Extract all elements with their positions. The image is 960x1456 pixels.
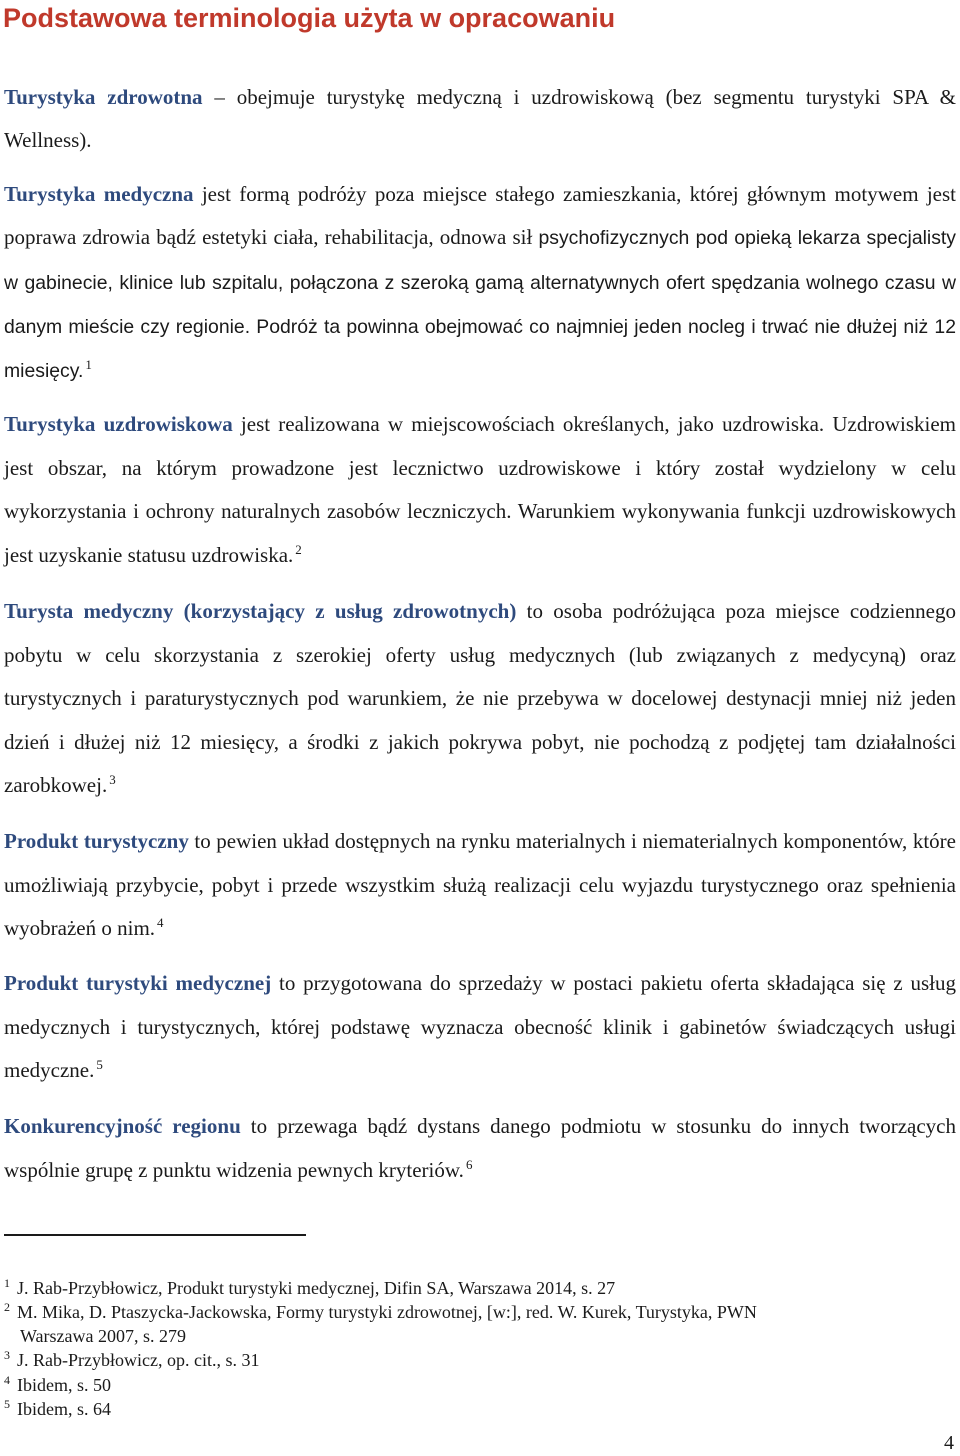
definition-konkurencyjnosc-regionu [4,1105,956,1192]
footnote [4,1300,956,1348]
footnote-text-continued: Warszawa 2007, s. 279 [20,1326,187,1346]
term: Konkurencyjność regionu [4,1114,241,1138]
footnote-reference[interactable]: 2 [295,541,302,557]
definition-text: jest formą podróży poza miejsce stałego zamieszkania, której głównym motywem jest poprawa zdrowia bądź estetyki ciała, rehabilitacja, odnowa sił [4,182,956,250]
footnote-number: 2 [4,1300,10,1314]
term: Turystyka uzdrowiskowa [4,412,233,436]
term: Turysta medyczny (korzystający z usług zdrowotnych) [4,599,517,623]
definition-turystyka-uzdrowiskowa [4,403,956,577]
definition-text: to osoba podróżująca poza miejsce codziennego pobytu w celu skorzystania z szerokiej oferty usług medycznych (lub związanych z medycyną) oraz turystycznych i paraturystycznych pod warunkiem, że nie przebywa w docelowej destynacji mniej niż jeden dzień i dłużej niż 12 miesięcy, a środki z jakich pokrywa pobyt, nie pochodzą z podjętej tam działalności zarobkowej. [4,599,957,797]
footnote [4,1348,956,1372]
footnote [4,1276,956,1300]
footnote-text: M. Mika, D. Ptaszycka-Jackowska, Formy turystyki zdrowotnej, [w:], red. W. Kurek, Turystyka, PWN [17,1302,757,1322]
footnote-reference[interactable]: 6 [465,1156,473,1172]
definition-text: – obejmuje turystykę medyczną i uzdrowiskową (bez segmentu turystyki SPA & Wellness). [4,85,956,152]
definition-produkt-turystyki-medycznej [4,962,956,1093]
term: Turystyka zdrowotna [4,85,203,109]
page-number: 4 [944,1432,954,1454]
definition-text: jest realizowana w miejscowościach określanych, jako uzdrowiska. Uzdrowiskiem jest obszar, na którym prowadzone jest lecznictwo uzdrowiskowe i który został wydzielony w celu wykorzystania i ochrony naturalnych zasobów leczniczych. Warunkiem wykonywania funkcji uzdrowiskowych jest uzyskanie statusu uzdrowiska. [4,412,957,567]
definition-turystyka-zdrowotna [4,76,956,162]
footnote-text: J. Rab-Przybłowicz, Produkt turystyki medycznej, Difin SA, Warszawa 2014, s. 27 [17,1278,616,1298]
footnote-text: Ibidem, s. 64 [17,1399,111,1419]
footnote-separator [4,1234,306,1236]
definition-turystyka-medyczna [4,173,956,393]
definition-text-continued: psychofizycznych pod opieką lekarza specjalisty w gabinecie, klinice lub szpitalu, połączona z szeroką gamą alternatywnych ofert spędzania wolnego czasu w danym mieście czy regionie. Podróż ta powinna obejmować co najmniej jeden nocleg i trwać nie dłużej niż 12 miesięcy. [4,227,957,383]
definition-text: to pewien układ dostępnych na rynku materialnych i niematerialnych komponentów, które umożliwiają przybycie, pobyt i przede wszystkim służą realizacji celu wyjazdu turystycznego oraz spełnienia wyobrażeń o nim. [4,829,956,940]
page-title: Podstawowa terminologia użyta w opracowaniu [3,3,616,33]
footnote-reference[interactable]: 1 [85,357,92,373]
footnote-reference[interactable]: 5 [96,1057,103,1072]
footnote-reference[interactable]: 4 [157,915,164,930]
definition-produkt-turystyczny [4,820,956,951]
footnote-number: 1 [4,1276,10,1290]
definition-text: to przygotowana do sprzedaży w postaci pakietu oferta składająca się z usług medycznych i turystycznych, której podstawę wyznacza obecność klinik i gabinetów świadczących usługi medyczne. [4,971,956,1082]
footnote-text: J. Rab-Przybłowicz, op. cit., s. 31 [17,1350,260,1370]
term: Turystyka medyczna [4,182,194,206]
footnote-number: 3 [4,1348,10,1362]
footnote-text: Ibidem, s. 50 [17,1375,111,1395]
footnote-reference[interactable]: 3 [109,772,116,787]
footnote [4,1397,956,1421]
footnote [4,1373,956,1397]
definition-text: to przewaga bądź dystans danego podmiotu w stosunku do innych tworzących wspólnie grupę z punktu widzenia pewnych kryteriów. [4,1114,956,1182]
term: Produkt turystyki medycznej [4,971,272,995]
footnote-number: 5 [4,1397,10,1411]
footnote-number: 4 [4,1373,10,1387]
term: Produkt turystyczny [4,829,189,853]
definition-turysta-medyczny [4,590,956,808]
